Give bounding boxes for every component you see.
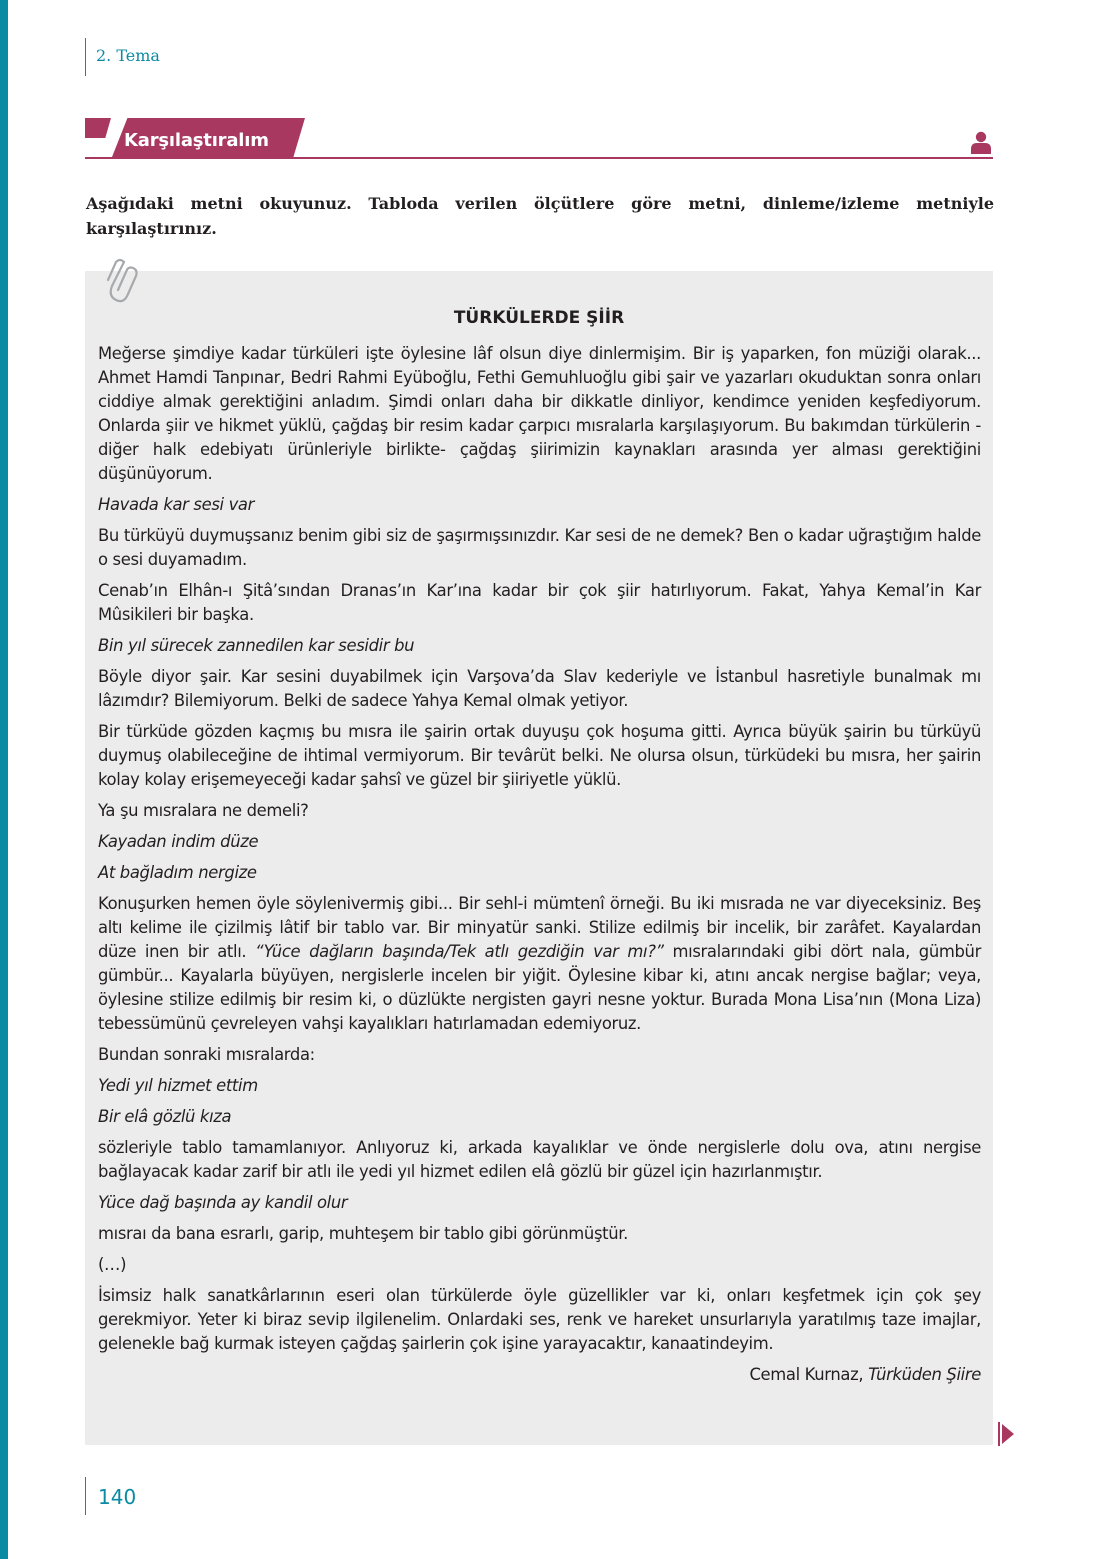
verse-line: Yedi yıl hizmet ettim	[98, 1076, 258, 1095]
article-body	[98, 342, 981, 1394]
section-tab-accent	[85, 118, 111, 138]
paragraph: Ya şu mısralara ne demeli?	[98, 801, 309, 820]
paragraph: sözleriyle tablo tamamlanıyor. Anlıyoruz ki, arkada kayalıklar ve önde nergislerle dolu ova, atını nergise bağlayacak kadar zarif bir atlı ile yedi yıl hizmet edilen elâ gözlü bir güzel için hazırlanmıştır.	[98, 1138, 981, 1181]
paragraph	[98, 892, 981, 1036]
paragraph-text: mısralarındaki gibi dört nala, gümbür gümbür... Kayalarla büyüyen, nergislerle incelen bir yiğit. Öylesine kibar ki, atını ancak nergise bağlar; veya, öylesine stilize edilmiş bir resim ki, o düzlükte nergisten gayri nesne yoktur. Burada Mona Lisa’nın (Mona Liza) tebessümünü çevreleyen vahşi kayalıkları hatırlamadan edemiyoruz.	[98, 942, 981, 1033]
page-edge-bar	[0, 0, 8, 1559]
theme-divider	[85, 38, 86, 76]
author-name: Cemal Kurnaz,	[749, 1365, 869, 1384]
paragraph: (…)	[98, 1255, 127, 1274]
page-number: 140	[98, 1485, 137, 1509]
verse-line: At bağladım nergize	[98, 863, 257, 882]
section-title: Karşılaştıralım	[124, 130, 269, 151]
paragraph: Bundan sonraki mısralarda:	[98, 1045, 315, 1064]
page-number-divider	[85, 1477, 86, 1515]
paragraph: Böyle diyor şair. Kar sesini duyabilmek için Varşova’da Slav kederiyle ve İstanbul hasretiyle bunalmak mı lâzımdır? Bilemiyorum. Belki de sadece Yahya Kemal olmak yetiyor.	[98, 667, 981, 710]
paragraph: mısraı da bana esrarlı, garip, muhteşem bir tablo gibi görünmüştür.	[98, 1224, 628, 1243]
article-title: TÜRKÜLERDE ŞİİR	[453, 308, 625, 328]
paragraph: İsimsiz halk sanatkârlarının eseri olan türkülerde öyle güzellikler var ki, onları keşfetmek için çok şey gerekmiyor. Yeter ki biraz sevip ilgilenelim. Onlardaki ses, renk ve hareket unsurlarıyla yaratılmış taze imajlar, gelenekle bağ kurmak isteyen çağdaş şairlerin çok işine yarayacaktır, kanaatindeyim.	[98, 1286, 981, 1353]
verse-line: Yüce dağ başında ay kandil olur	[98, 1193, 348, 1212]
source-title: Türküden Şiire	[868, 1365, 981, 1384]
paragraph: Meğerse şimdiye kadar türküleri işte öylesine lâf olsun diye dinlermişim. Bir iş yaparken, fon müziği olarak... Ahmet Hamdi Tanpınar, Bedri Rahmi Eyüboğlu, Fethi Gemuhluoğlu gibi şair ve yazarları okuduktan sonra onları ciddiye almak gerektiğini anladım. Şimdi onları daha bir dikkatle dinliyor, kendimce yeniden keşfediyorum. Onlarda şiir ve hikmet yüklü, çağdaş bir resim kadar çarpıcı mısralarla karşılaşıyorum. Bu bakımdan türkülerin -diğer halk edebiyatı ürünleriyle birlikte- çağdaş şiirimizin kaynakları arasında yer alması gerektiğini düşünüyorum.	[98, 344, 981, 483]
theme-label: 2. Tema	[96, 46, 160, 65]
person-icon	[970, 131, 992, 154]
verse-line: Kayadan indim düze	[98, 832, 259, 851]
paragraph: Bir türküde gözden kaçmış bu mısra ile şairin ortak duyuşu çok hoşuma gitti. Ayrıca büyük şairin bu türküyü duymuş olabileceğine de ihtimal vermiyorum. Bir tevârüt belki. Ne olursa olsun, türküdeki bu mısra, her şairin kolay kolay erişemeyeceği kadar şahsî ve güzel bir şiiriyetle yüklü.	[98, 722, 981, 789]
inline-verse-quote: “Yüce dağların başında/Tek atlı gezdiğin var mı?”	[255, 942, 664, 961]
verse-line: Havada kar sesi var	[98, 495, 255, 514]
paragraph: Bu türküyü duymuşsanız benim gibi siz de şaşırmışsınızdır. Kar sesi de ne demek? Ben o kadar uğraştığım halde o sesi duyamadım.	[98, 526, 981, 569]
paragraph: Cenab’ın Elhân-ı Şitâ’sından Dranas’ın Kar’ına kadar bir çok şiir hatırlıyorum. Fakat, Yahya Kemal’in Kar Mûsikileri bir başka.	[98, 581, 981, 624]
next-page-arrow-icon	[998, 1422, 1018, 1446]
source-citation	[98, 1363, 981, 1387]
instruction-text: Aşağıdaki metni okuyunuz. Tabloda verilen ölçütlere göre metni, dinleme/izleme metniyle karşılaştırınız.	[86, 194, 994, 238]
paperclip-icon	[102, 256, 138, 310]
section-underline	[85, 157, 993, 159]
paragraph-text: Konuşurken hemen öyle söylenivermiş gibi... Bir sehl-i mümtenî örneği. Bu iki mısrada ne var diyeceksiniz. Beş altı kelime ile çizilmiş lâtif bir tablo var. Bir minyatür sanki. Stilize edilmiş bir incelik, bir zarâfet. Kayalardan düze inen bir atlı.	[98, 894, 981, 961]
verse-line: Bir elâ gözlü kıza	[98, 1107, 232, 1126]
verse-line: Bin yıl sürecek zannedilen kar sesidir bu	[98, 636, 415, 655]
